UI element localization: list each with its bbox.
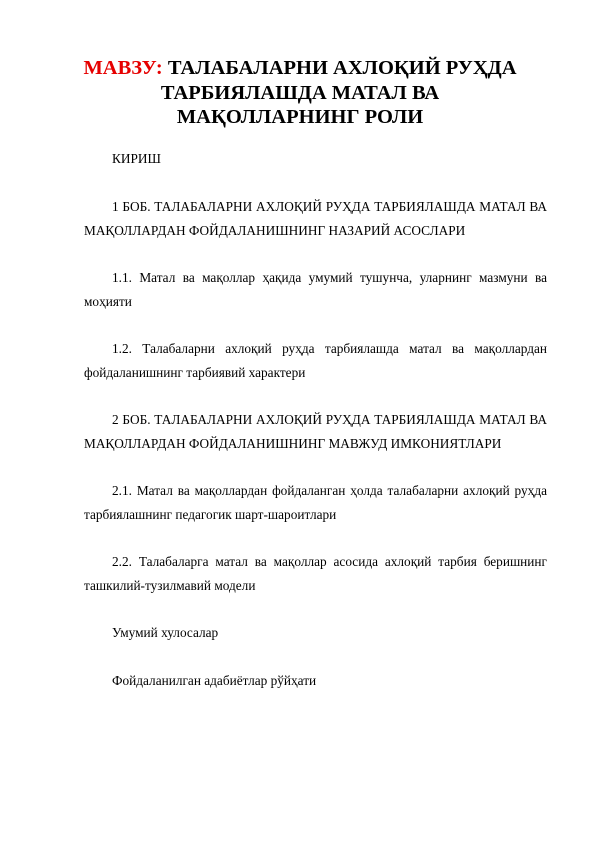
toc-item-section-2-1: 2.1. Матал ва мақоллардан фойдаланган ҳолда талабаларни ахлоқий руҳда тарбиялашнинг педагогик шарт-шароитлари — [84, 483, 547, 522]
title-text: ТАЛАБАЛАРНИ АХЛОҚИЙ РУҲДА ТАРБИЯЛАШДА МАТАЛ ВА МАҚОЛЛАРНИНГ РОЛИ — [160, 57, 517, 128]
toc-item-references: Фойдаланилган адабиётлар рўйҳати — [112, 673, 317, 688]
toc-item-section-1-1: 1.1. Матал ва мақоллар ҳақида умумий тушунча, уларнинг мазмуни ва моҳияти — [84, 270, 547, 309]
toc-item-section-1-2: 1.2. Талабаларни ахлоқий руҳда тарбиялашда матал ва мақоллардан фойдаланишнинг тарбиявий характери — [84, 341, 547, 380]
toc-item-section-2-2: 2.2. Талабаларга матал ва мақоллар асосида ахлоқий тарбия беришнинг ташкилий-тузилмавий модели — [84, 554, 547, 593]
title-label: МАВЗУ: — [83, 57, 163, 79]
document-title — [70, 56, 530, 130]
toc-item-chapter-1: 1 БОБ. ТАЛАБАЛАРНИ АХЛОҚИЙ РУҲДА ТАРБИЯЛАШДА МАТАЛ ВА МАҚОЛЛАРДАН ФОЙДАЛАНИШНИНГ НАЗАРИЙ АСОСЛАРИ — [84, 199, 547, 238]
toc-item-conclusions: Умумий хулосалар — [112, 625, 219, 640]
toc-item-chapter-2: 2 БОБ. ТАЛАБАЛАРНИ АХЛОҚИЙ РУҲДА ТАРБИЯЛАШДА МАТАЛ ВА МАҚОЛЛАРДАН ФОЙДАЛАНИШНИНГ МАВЖУД ИМКОНИЯТЛАРИ — [84, 412, 547, 451]
toc-item-introduction: КИРИШ — [112, 151, 161, 166]
